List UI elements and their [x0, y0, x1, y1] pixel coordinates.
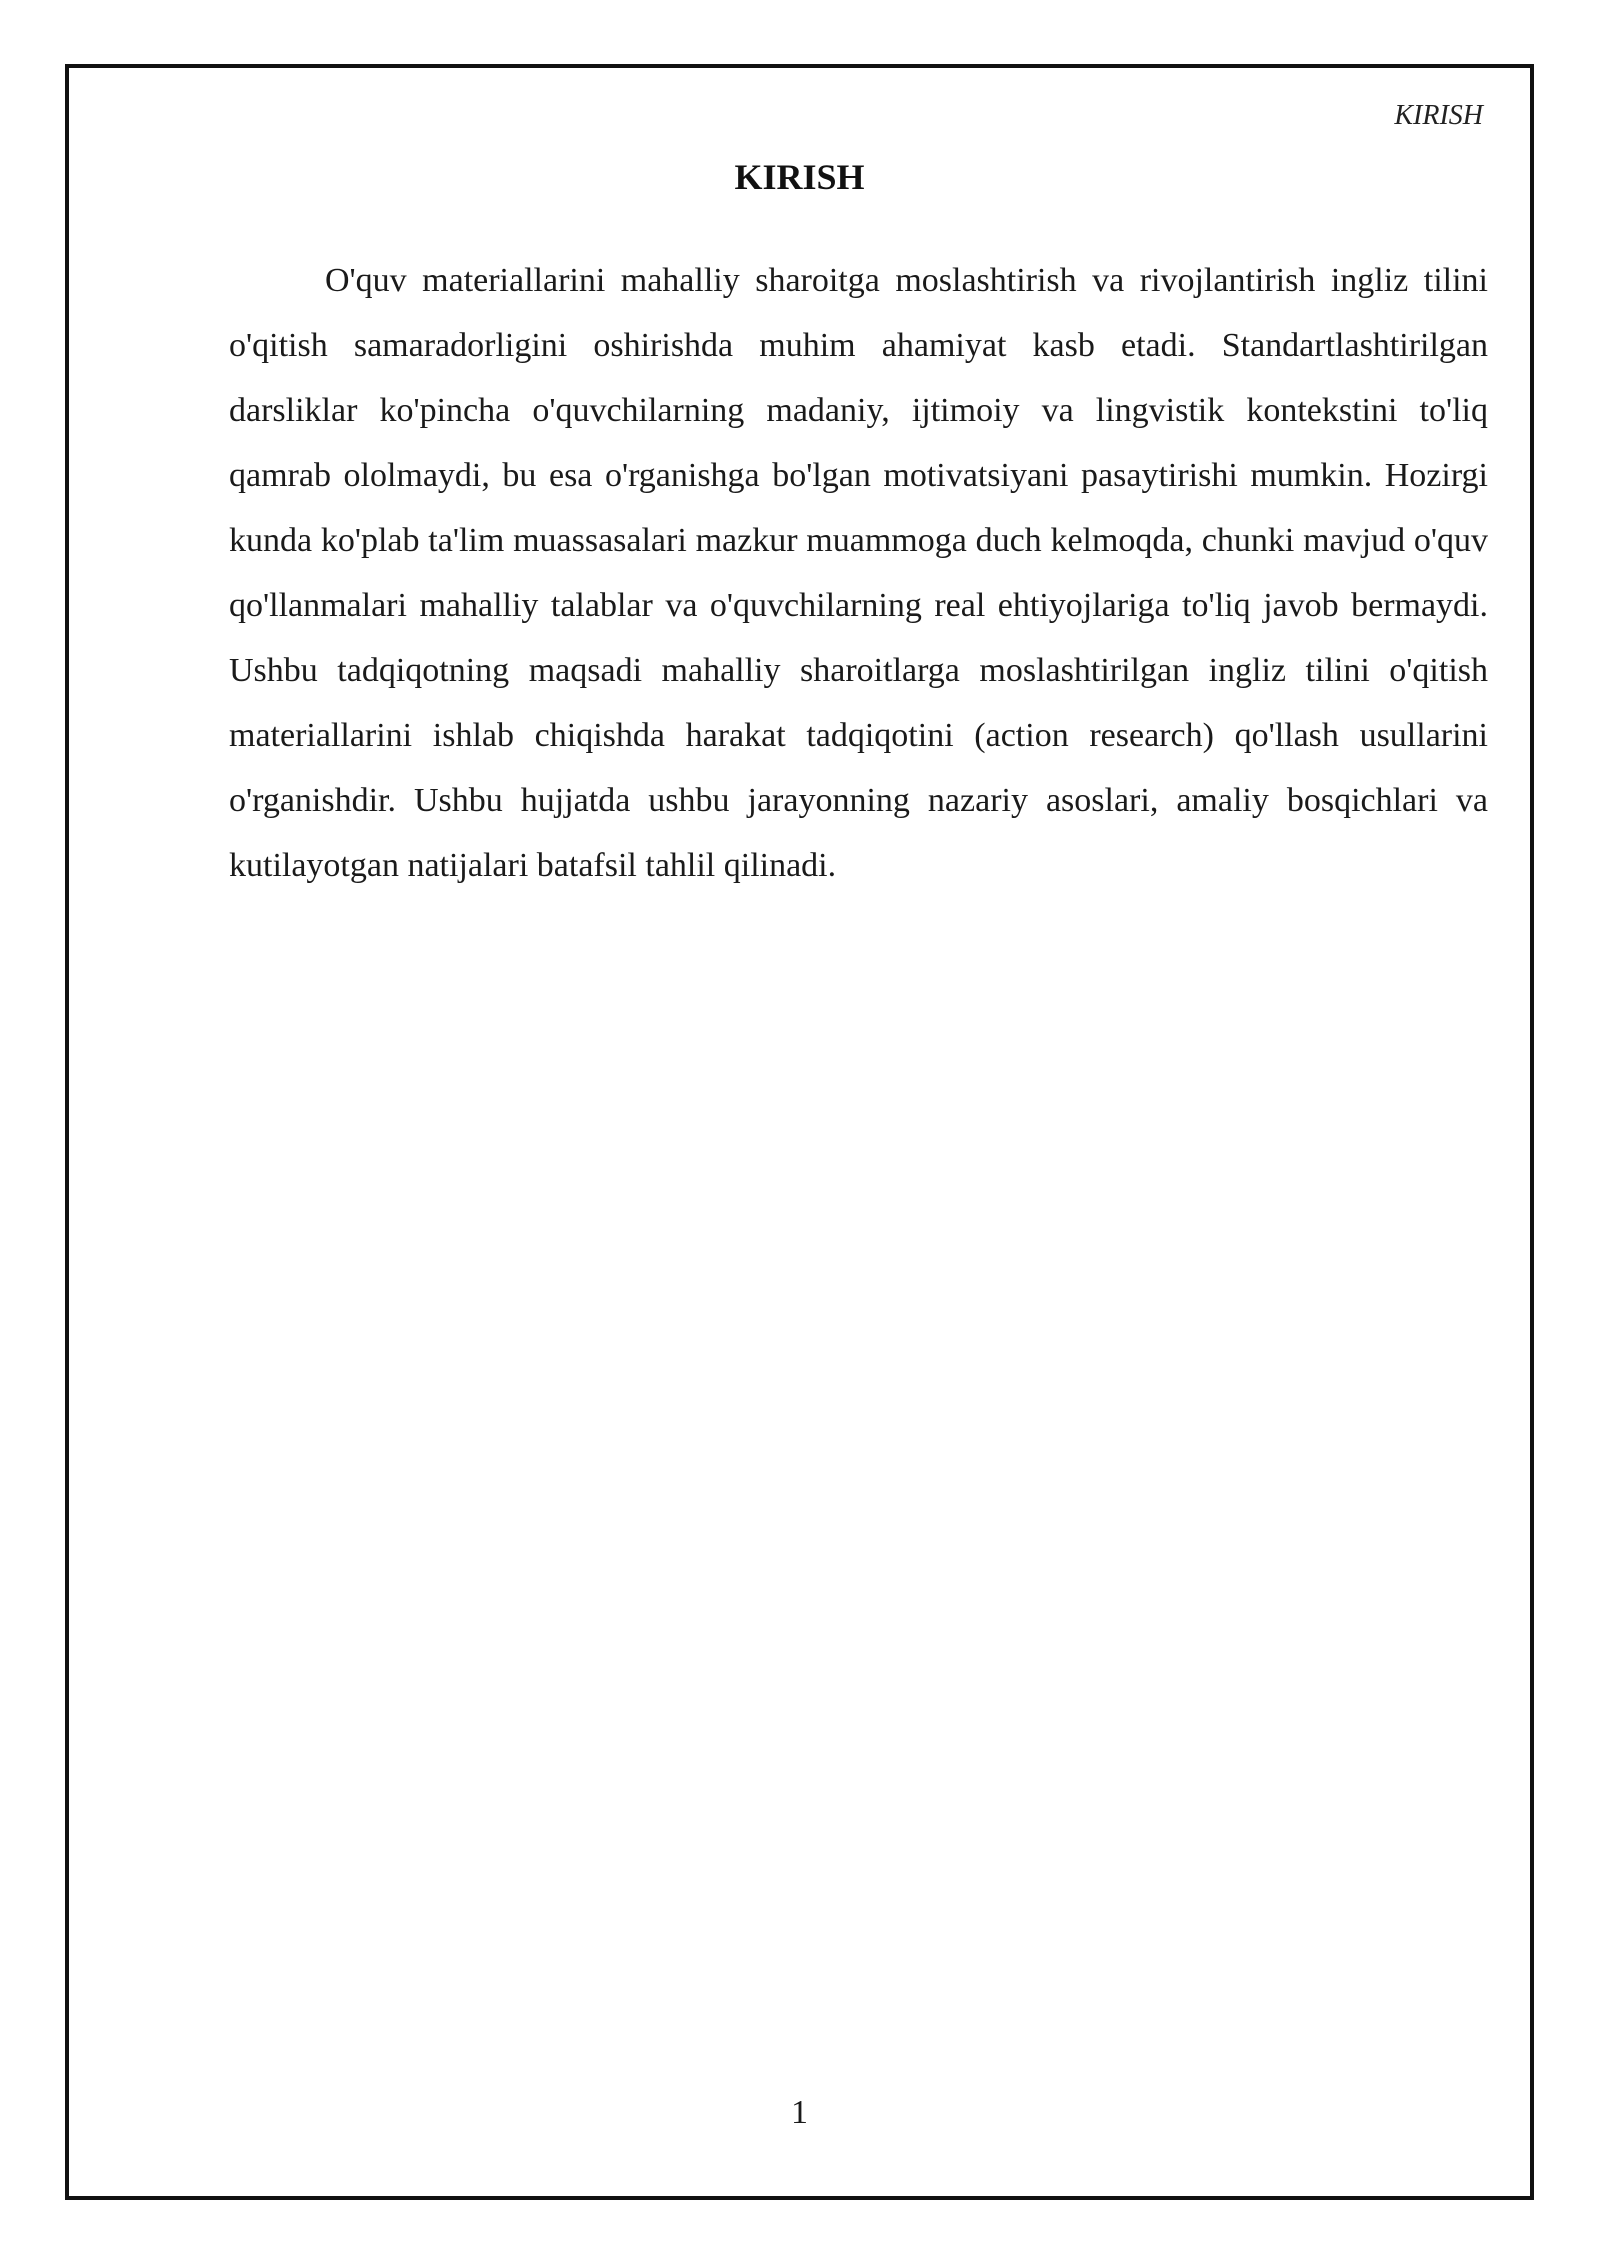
page-number: 1: [791, 2094, 808, 2131]
body-paragraph: O'quv materiallarini mahalliy sharoitga moslashtirish va rivojlantirish ingliz tilini o'qitish samaradorligini oshirishda muhim ahamiyat kasb etadi. Standartlashtirilgan darsliklar ko'pincha o'quvchilarning madaniy, ijtimoiy va lingvistik kontekstini to'liq qamrab ololmaydi, bu esa o'rganishga bo'lgan motivatsiyani pasaytirishi mumkin. Hozirgi kunda ko'plab ta'lim muassasalari mazkur muammoga duch kelmoqda, chunki mavjud o'quv qo'llanmalari mahalliy talablar va o'quvchilarning real ehtiyojlariga to'liq javob bermaydi. Ushbu tadqiqotning maqsadi mahalliy sharoitlarga moslashtirilgan ingliz tilini o'qitish materiallarini ishlab chiqishda harakat tadqiqotini (action research) qo'llash usullarini o'rganishdir. Ushbu hujjatda ushbu jarayonning nazariy asoslari, amaliy bosqichlari va kutilayotgan natijalari batafsil tahlil qilinadi.: [229, 262, 1488, 884]
section-title: KIRISH: [734, 157, 865, 197]
running-header: KIRISH: [1394, 100, 1483, 131]
page-frame: [65, 64, 1534, 2200]
